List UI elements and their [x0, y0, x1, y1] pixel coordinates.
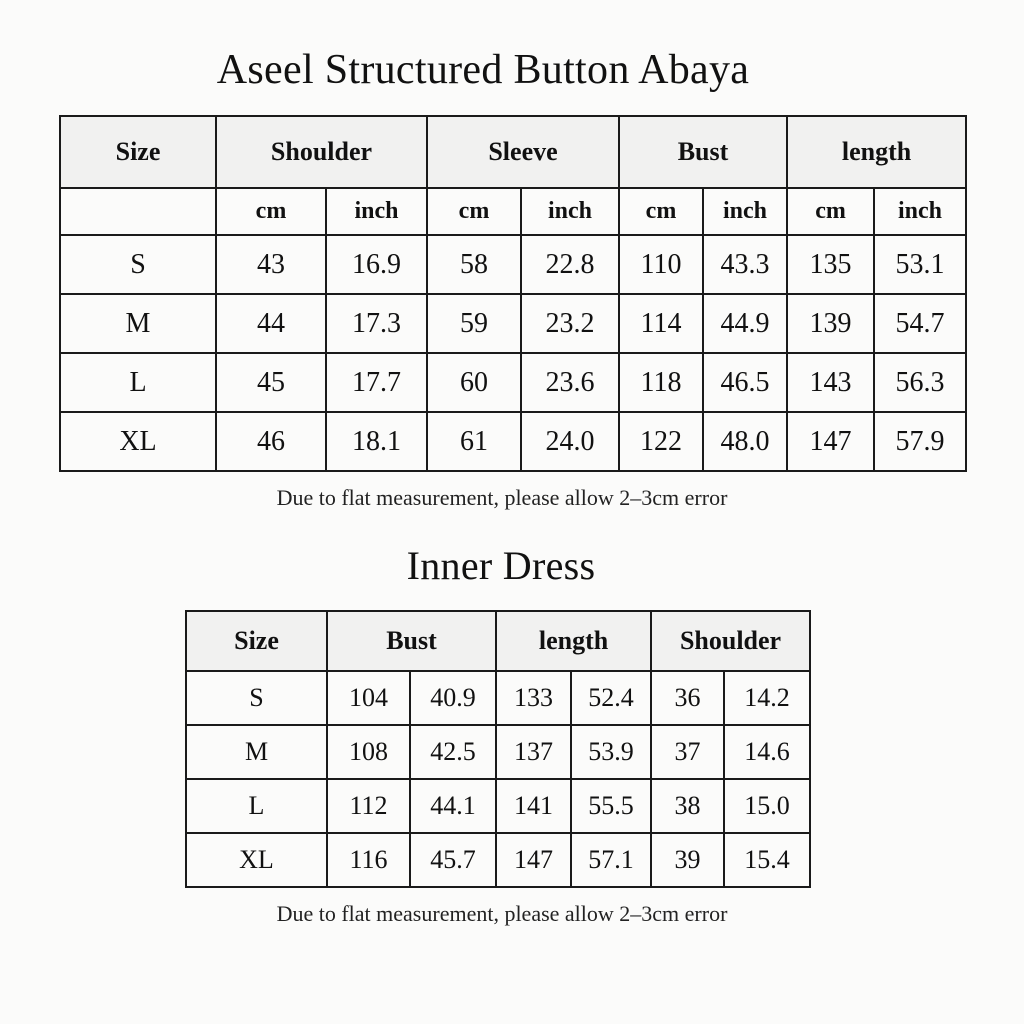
- table-cell: 137: [496, 725, 571, 779]
- table-cell: 116: [327, 833, 410, 887]
- table-row: [186, 671, 810, 725]
- table-cell: 43.3: [703, 235, 787, 294]
- column-header-bust: Bust: [619, 116, 787, 188]
- size-cell: XL: [60, 412, 216, 471]
- table-cell: 108: [327, 725, 410, 779]
- table-cell: 112: [327, 779, 410, 833]
- unit-cell: cm: [216, 188, 326, 235]
- table-cell: 104: [327, 671, 410, 725]
- size-cell: XL: [186, 833, 327, 887]
- table-cell: 15.4: [724, 833, 810, 887]
- size-cell: M: [186, 725, 327, 779]
- unit-cell: inch: [521, 188, 619, 235]
- table-cell: 38: [651, 779, 724, 833]
- table-cell: 45.7: [410, 833, 496, 887]
- table-cell: 48.0: [703, 412, 787, 471]
- unit-cell: cm: [787, 188, 874, 235]
- column-header-length: length: [496, 611, 651, 671]
- table-cell: 139: [787, 294, 874, 353]
- table-cell: 14.6: [724, 725, 810, 779]
- table-cell: 14.2: [724, 671, 810, 725]
- table-cell: 110: [619, 235, 703, 294]
- inner-dress-size-table: [185, 610, 811, 888]
- table-cell: 141: [496, 779, 571, 833]
- table-cell: 36: [651, 671, 724, 725]
- size-cell: S: [60, 235, 216, 294]
- table-row: [60, 353, 966, 412]
- table-cell: 55.5: [571, 779, 651, 833]
- table-cell: 40.9: [410, 671, 496, 725]
- unit-cell: inch: [326, 188, 427, 235]
- table-cell: 24.0: [521, 412, 619, 471]
- table-cell: 23.6: [521, 353, 619, 412]
- unit-cell: [60, 188, 216, 235]
- table-cell: 22.8: [521, 235, 619, 294]
- table-cell: 17.7: [326, 353, 427, 412]
- table-cell: 135: [787, 235, 874, 294]
- table-cell: 57.9: [874, 412, 966, 471]
- inner-dress-measurement-note: Due to flat measurement, please allow 2–3cm error: [276, 901, 728, 926]
- table-cell: 57.1: [571, 833, 651, 887]
- size-cell: S: [186, 671, 327, 725]
- column-header-size: Size: [60, 116, 216, 188]
- table-cell: 114: [619, 294, 703, 353]
- table-cell: 39: [651, 833, 724, 887]
- table-cell: 143: [787, 353, 874, 412]
- table-cell: 52.4: [571, 671, 651, 725]
- column-header-size: Size: [186, 611, 327, 671]
- column-header-sleeve: Sleeve: [427, 116, 619, 188]
- table-row: [60, 235, 966, 294]
- abaya-header-row: [60, 116, 966, 188]
- table-cell: 133: [496, 671, 571, 725]
- inner-dress-title: Inner Dress: [406, 543, 596, 588]
- table-row: [186, 833, 810, 887]
- table-row: [60, 412, 966, 471]
- table-cell: 37: [651, 725, 724, 779]
- table-cell: 16.9: [326, 235, 427, 294]
- table-cell: 60: [427, 353, 521, 412]
- table-cell: 58: [427, 235, 521, 294]
- table-cell: 15.0: [724, 779, 810, 833]
- abaya-size-chart-title: Aseel Structured Button Abaya: [216, 47, 750, 93]
- table-cell: 42.5: [410, 725, 496, 779]
- unit-cell: inch: [703, 188, 787, 235]
- table-cell: 46: [216, 412, 326, 471]
- column-header-shoulder: Shoulder: [216, 116, 427, 188]
- size-cell: L: [186, 779, 327, 833]
- table-cell: 18.1: [326, 412, 427, 471]
- table-cell: 54.7: [874, 294, 966, 353]
- table-cell: 46.5: [703, 353, 787, 412]
- table-cell: 147: [496, 833, 571, 887]
- unit-cell: inch: [874, 188, 966, 235]
- column-header-bust: Bust: [327, 611, 496, 671]
- table-cell: 61: [427, 412, 521, 471]
- table-cell: 147: [787, 412, 874, 471]
- table-cell: 23.2: [521, 294, 619, 353]
- unit-cell: cm: [619, 188, 703, 235]
- column-header-length: length: [787, 116, 966, 188]
- table-cell: 45: [216, 353, 326, 412]
- abaya-size-table: [59, 115, 967, 472]
- table-cell: 59: [427, 294, 521, 353]
- table-cell: 122: [619, 412, 703, 471]
- inner-header-row: [186, 611, 810, 671]
- abaya-unit-row: [60, 188, 966, 235]
- column-header-shoulder: Shoulder: [651, 611, 810, 671]
- table-cell: 17.3: [326, 294, 427, 353]
- table-cell: 53.1: [874, 235, 966, 294]
- table-cell: 43: [216, 235, 326, 294]
- table-cell: 118: [619, 353, 703, 412]
- size-cell: L: [60, 353, 216, 412]
- table-cell: 44.1: [410, 779, 496, 833]
- table-cell: 56.3: [874, 353, 966, 412]
- size-cell: M: [60, 294, 216, 353]
- table-cell: 44.9: [703, 294, 787, 353]
- table-cell: 53.9: [571, 725, 651, 779]
- table-row: [186, 725, 810, 779]
- table-row: [60, 294, 966, 353]
- table-row: [186, 779, 810, 833]
- table-cell: 44: [216, 294, 326, 353]
- abaya-measurement-note: Due to flat measurement, please allow 2–3cm error: [276, 485, 728, 510]
- unit-cell: cm: [427, 188, 521, 235]
